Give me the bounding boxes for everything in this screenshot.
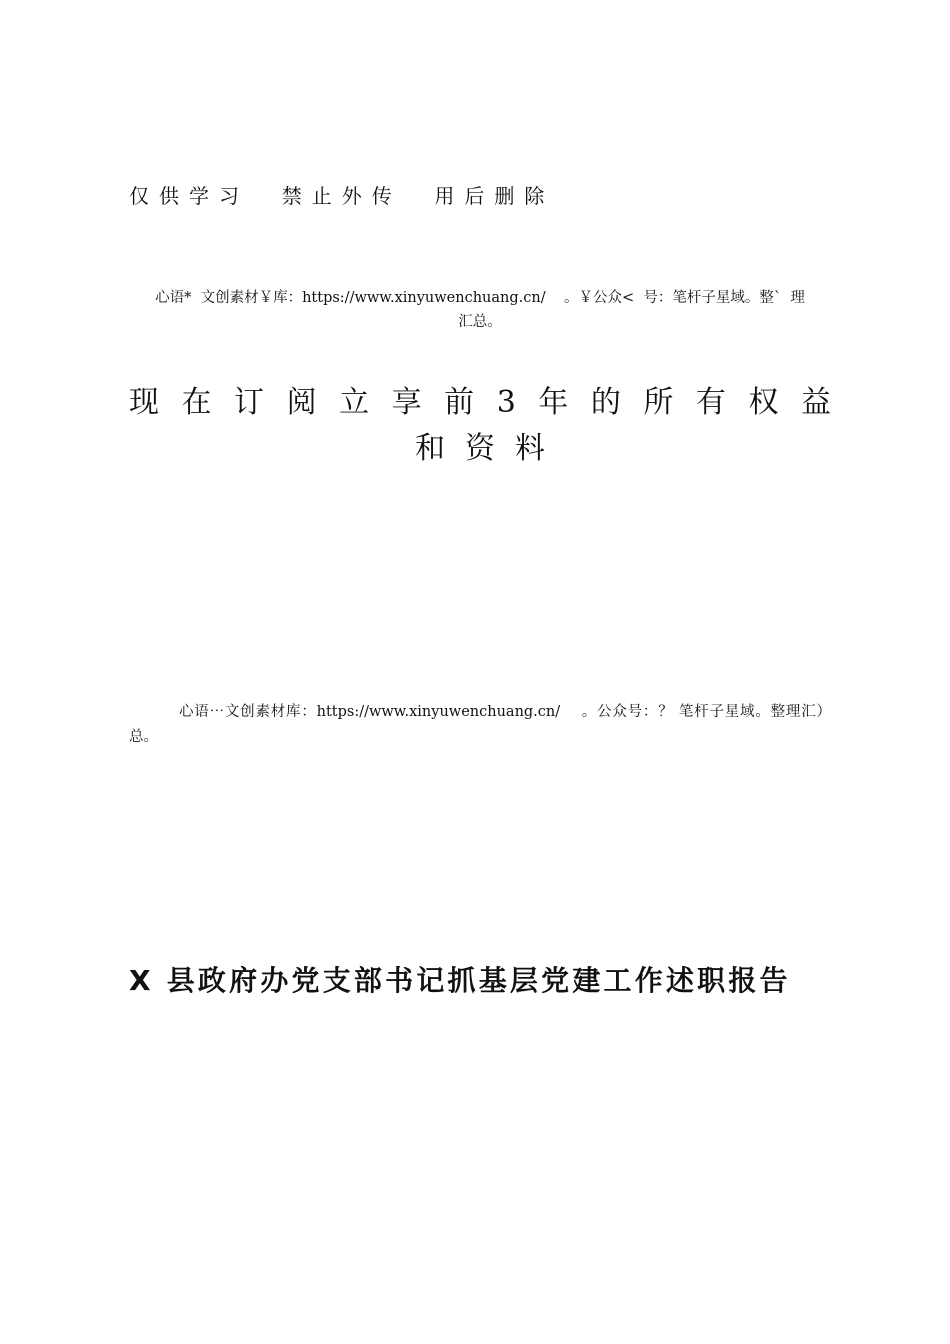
subscription-headline-line-1: 现在订阅立享前3年的所有权益: [129, 385, 831, 420]
subscription-headline: [129, 380, 831, 472]
promo-text-bottom: 心语⋯文创素材库：https://www.xinyuwenchuang.cn/ 。公众号：？ 笔杆子星域。整理汇）总。: [129, 704, 831, 745]
promo-text-top: 心语* 文创素材￥库：https://www.xinyuwenchuang.cn/ 。￥公众< 号：笔杆子星域。整` 理 汇总。: [155, 290, 805, 330]
usage-notice: 仅供学习 禁止外传 用后删除: [129, 184, 555, 208]
subscription-headline-line-2: 和资料: [415, 431, 565, 466]
document-title: X 县政府办党支部书记抓基层党建工作述职报告: [129, 964, 791, 997]
